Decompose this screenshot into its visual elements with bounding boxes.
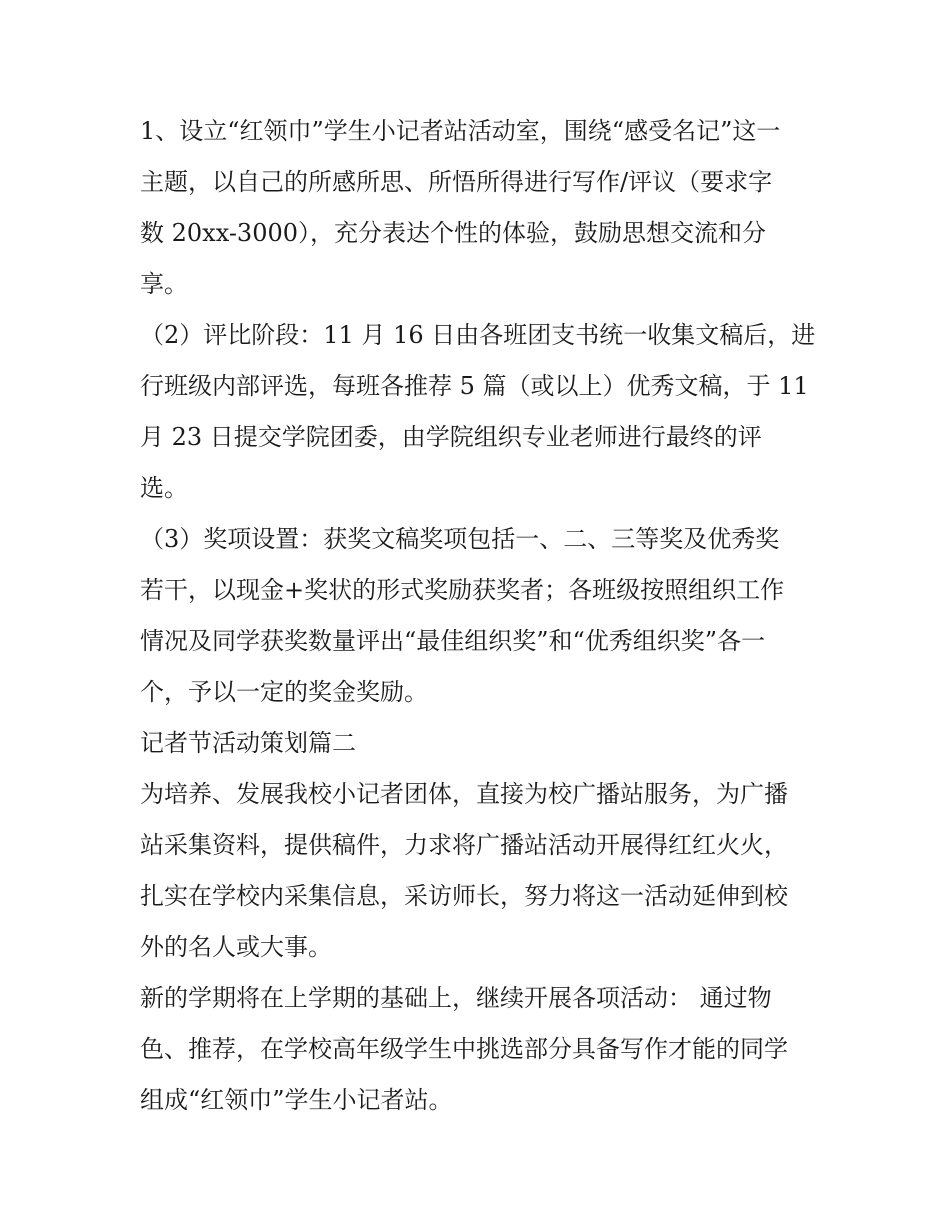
text-line: 若干，以现金+奖状的形式奖励获奖者；各班级按照组织工作 <box>140 576 785 604</box>
text-line: 1、设立“红领巾”学生小记者站活动室，围绕“感受名记”这一 <box>140 117 781 145</box>
text-line: 站采集资料，提供稿件，力求将广播站活动开展得红红火火， <box>140 831 788 859</box>
text-line: 个，予以一定的奖金奖励。 <box>140 678 428 706</box>
paragraph-award-settings <box>140 514 820 718</box>
text-line: 选。 <box>140 474 188 502</box>
paragraph-evaluation-stage <box>140 310 820 514</box>
text-line: 享。 <box>140 270 188 298</box>
paragraph-purpose <box>140 769 820 973</box>
text-line: 扎实在学校内采集信息，采访师长，努力将这一活动延伸到校 <box>140 882 788 910</box>
text-line: 情况及同学获奖数量评出“最佳组织奖”和“优秀组织奖”各一 <box>140 627 766 655</box>
text-line: 月 23 日提交学院团委，由学院组织专业老师进行最终的评 <box>140 423 762 451</box>
section-heading <box>140 718 820 769</box>
text-line: 为培养、发展我校小记者团体，直接为校广播站服务，为广播 <box>140 780 788 808</box>
text-line: 组成“红领巾”学生小记者站。 <box>140 1086 453 1114</box>
section-title: 记者节活动策划篇二 <box>140 729 356 757</box>
text-line: 主题，以自己的所感所思、所悟所得进行写作/评议（要求字 <box>140 168 773 196</box>
text-line: 数 20xx-3000），充分表达个性的体验，鼓励思想交流和分 <box>140 219 767 247</box>
text-line: （3）奖项设置：获奖文稿奖项包括一、二、三等奖及优秀奖 <box>140 525 780 553</box>
text-line: （2）评比阶段：11 月 16 日由各班团支书统一收集文稿后，进 <box>140 321 816 349</box>
text-line: 色、推荐，在学校高年级学生中挑选部分具备写作才能的同学 <box>140 1035 788 1063</box>
paragraph-setup-room <box>140 106 820 310</box>
text-line: 外的名人或大事。 <box>140 933 332 961</box>
document-body <box>140 106 820 1126</box>
text-line: 新的学期将在上学期的基础上，继续开展各项活动： 通过物 <box>140 984 772 1012</box>
paragraph-new-semester <box>140 973 820 1126</box>
text-line: 行班级内部评选，每班各推荐 5 篇（或以上）优秀文稿，于 11 <box>140 372 809 400</box>
